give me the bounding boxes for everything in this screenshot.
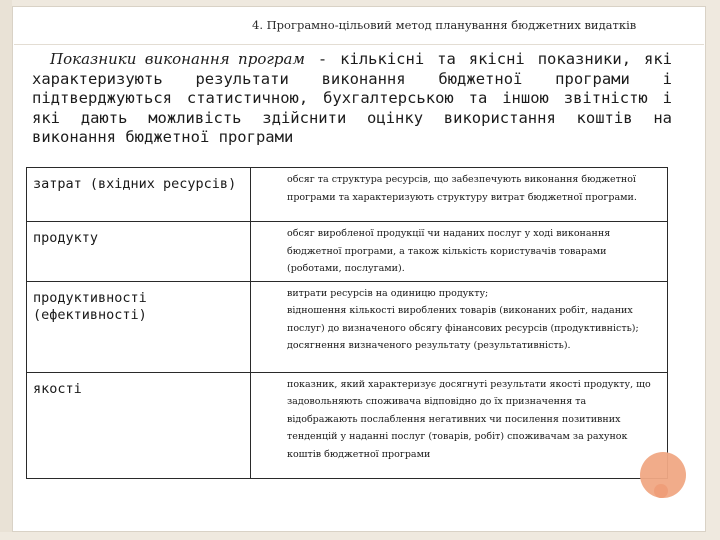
table-row xyxy=(27,372,668,478)
table-row xyxy=(27,281,668,372)
frame-left-band xyxy=(0,0,12,540)
description-line: показник, який характеризує досягнуті результати якості продукту, що задовольняють споживача відповідно до їх призначення та відображають послаблення негативних чи посилення позитивних тенденцій у наданні послуг (товарів, робіт) споживачам за рахунок коштів бюджетної програми xyxy=(287,378,651,460)
indicator-description xyxy=(251,281,668,372)
indicator-description xyxy=(251,168,668,222)
description-line: витрати ресурсів на одиницю продукту; xyxy=(287,287,489,299)
indicator-term: продукту xyxy=(27,222,251,282)
indicator-term: якості xyxy=(27,372,251,478)
title-divider xyxy=(14,44,704,45)
table-row xyxy=(27,168,668,222)
description-line: обсяг виробленої продукції чи наданих послуг у ході виконання бюджетної програми, а також кількість користувачів товарами (роботами, послугами). xyxy=(287,228,611,274)
frame-right-band xyxy=(706,0,720,540)
description-line: обсяг та структура ресурсів, що забезпечують виконання бюджетної програми та характеризують структуру витрат бюджетної програми. xyxy=(287,174,637,203)
indicators-table xyxy=(26,167,668,479)
intro-definition: - кількісні та якісні показники, які характеризують результати виконання бюджетної програми і підтверджуються статистичною, бухгалтерською та іншою звітністю і які дають можливість здійснити оцінку використання коштів на виконання бюджетної програми xyxy=(32,50,673,146)
description-line: відношення кількості вироблених товарів (виконаних робіт, наданих послуг) до визначеного обсягу фінансових ресурсів (продуктивність); xyxy=(287,305,639,334)
table-row xyxy=(27,222,668,282)
description-line: досягнення визначеного результату (результативність). xyxy=(287,340,571,351)
slide-title: 4. Програмно-цільовий метод планування бюджетних видатків xyxy=(252,18,637,32)
frame-bottom-band xyxy=(0,532,720,540)
indicator-description xyxy=(251,372,668,478)
indicator-term: затрат (вхідних ресурсів) xyxy=(27,168,251,222)
decorative-circle-dot xyxy=(654,484,668,498)
intro-paragraph xyxy=(32,50,672,148)
indicator-term: продуктивності (ефективності) xyxy=(27,281,251,372)
intro-lead-term: Показники виконання програм xyxy=(50,50,305,68)
indicator-description xyxy=(251,222,668,282)
